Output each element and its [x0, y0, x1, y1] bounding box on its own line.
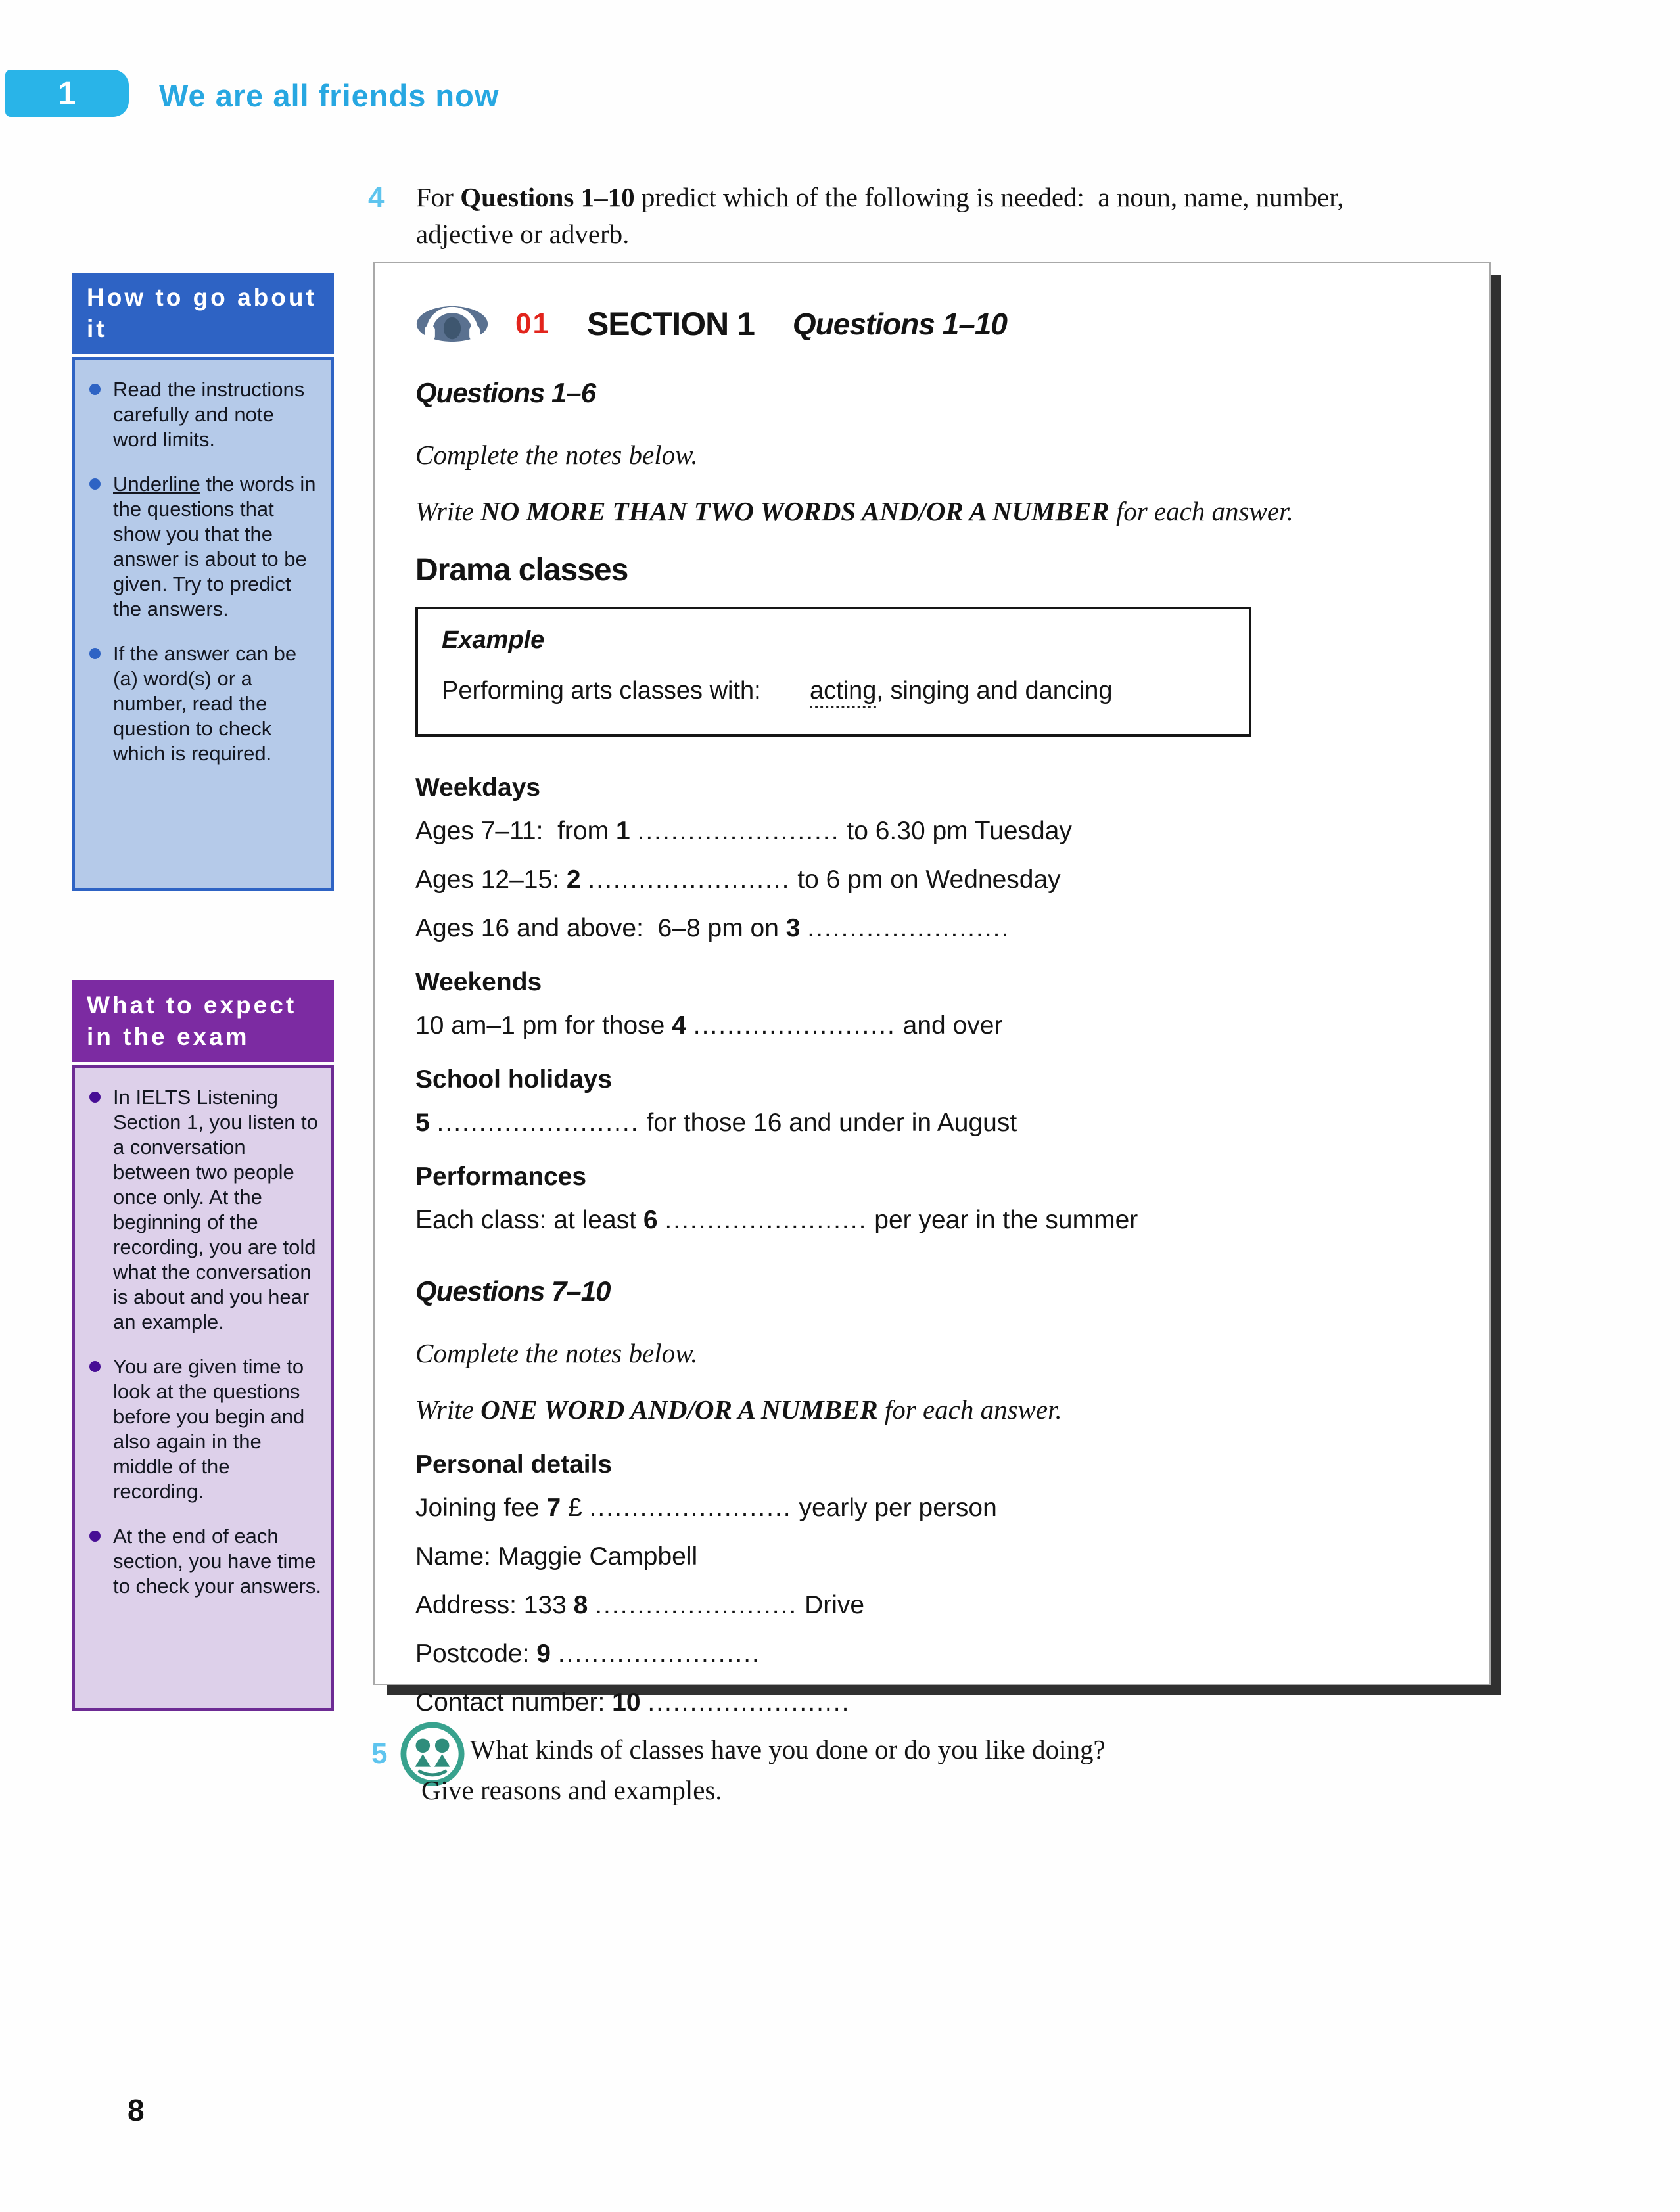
text-segment: For	[416, 182, 461, 212]
expect-bullet-list	[83, 1085, 322, 1599]
text-segment: Joining fee	[415, 1494, 547, 1522]
how-to-box-title: How to go about it	[72, 273, 334, 354]
section-title: SECTION 1	[586, 306, 755, 342]
text-segment	[551, 1640, 558, 1668]
how-to-bullet	[83, 472, 322, 622]
answer-dots: ........................	[436, 1109, 640, 1137]
note-line	[415, 1109, 1450, 1138]
audio-track-number: 01	[515, 308, 550, 340]
how-to-bullet-list	[83, 377, 322, 766]
expect-bullet	[83, 1085, 322, 1335]
text-segment: 1	[615, 817, 630, 845]
expect-box-body	[72, 1065, 334, 1711]
text-segment: At the end of each section, you have time to check your answers.	[113, 1525, 322, 1598]
answer-dots: ........................	[693, 1011, 896, 1040]
text-segment	[641, 1688, 648, 1717]
example-row	[442, 677, 1229, 705]
page-number: 8	[128, 2093, 145, 2127]
text-segment: Contact number:	[415, 1688, 613, 1717]
note-line	[415, 817, 1450, 846]
text-segment: 5	[415, 1109, 430, 1137]
notes-title-drama-classes: Drama classes	[415, 553, 628, 588]
how-to-box-body	[72, 357, 334, 891]
questions-1-6-heading: Questions 1–6	[415, 377, 596, 408]
text-segment: If the answer can be (a) word(s) or a number, read the question to check which is required.	[113, 642, 302, 765]
text-segment: Postcode:	[415, 1640, 537, 1668]
text-segment: £	[561, 1494, 590, 1522]
text-segment	[630, 817, 638, 845]
example-prompt: Performing arts classes with:	[442, 677, 761, 704]
text-segment: Drive	[797, 1591, 865, 1619]
note-group-heading: Performances	[415, 1163, 587, 1191]
answer-dots: ........................	[637, 817, 840, 845]
note-group-heading: Weekdays	[415, 773, 541, 802]
note-line	[415, 1640, 1450, 1669]
text-segment: 10	[612, 1688, 641, 1717]
exercise-4	[368, 179, 1604, 252]
text-segment: and over	[895, 1011, 1003, 1040]
expect-box-title: What to expect in the exam	[72, 980, 334, 1062]
q16-instruction-1: Complete the notes below.	[415, 440, 698, 470]
text-segment	[430, 1109, 437, 1137]
worksheet-panel	[373, 262, 1491, 1717]
answer-dots: ........................	[665, 1206, 868, 1234]
answer-dots: ........................	[595, 1591, 798, 1619]
text-segment	[581, 865, 588, 894]
answer-dots: ........................	[807, 914, 1010, 942]
exercise-4-number: 4	[368, 181, 385, 214]
text-segment: to 6.30 pm Tuesday	[839, 817, 1072, 845]
text-segment: 6	[643, 1206, 658, 1234]
text-segment: Ages 7–11: from	[415, 817, 616, 845]
answer-dots: ........................	[647, 1688, 851, 1717]
note-group-heading: Weekends	[415, 968, 542, 996]
unit-number: 1	[58, 76, 76, 111]
text-segment: Questions 1–10	[460, 182, 635, 212]
exercise-5-instruction: Give reasons and examples.	[421, 1775, 722, 1805]
answer-dots: ........................	[589, 1494, 792, 1522]
how-to-bullet	[83, 377, 322, 452]
exercise-5-question: What kinds of classes have you done or do you like doing?	[470, 1734, 1106, 1764]
note-line	[415, 1688, 1450, 1717]
text-segment	[800, 914, 807, 942]
questions-7-10-heading: Questions 7–10	[415, 1276, 611, 1306]
worksheet-header	[415, 305, 1450, 343]
q710-note-lines	[415, 1494, 1450, 1717]
text-segment: Address: 133	[415, 1591, 574, 1619]
answer-dots: ........................	[588, 865, 791, 894]
section-question-range: Questions 1–10	[792, 307, 1007, 341]
exercise-5-number: 5	[371, 1738, 388, 1770]
text-segment: yearly per person	[791, 1494, 997, 1522]
unit-number-tab	[5, 70, 129, 117]
note-line	[415, 1542, 1450, 1571]
text-segment: for those 16 and under in August	[639, 1109, 1017, 1137]
exercise-4-line	[416, 216, 1604, 252]
text-segment: 7	[546, 1494, 561, 1522]
text-segment: You are given time to look at the questions before you begin and also again in the middle of the recording.	[113, 1355, 310, 1503]
text-segment	[658, 1206, 665, 1234]
text-segment	[588, 1591, 595, 1619]
text-segment: Each class: at least	[415, 1206, 643, 1234]
text-segment: Underline	[113, 472, 200, 495]
text-segment: 8	[573, 1591, 588, 1619]
what-to-expect-box	[72, 980, 334, 1711]
exercise-4-text	[416, 179, 1604, 252]
headphones-icon	[415, 305, 489, 343]
text-segment: 4	[672, 1011, 686, 1040]
expect-bullet	[83, 1524, 322, 1599]
text-segment: the words in the questions that show you that the answer is about to be given. Try to predict the answers.	[113, 472, 322, 620]
text-segment: Ages 16 and above: 6–8 pm on	[415, 914, 786, 942]
note-line	[415, 865, 1450, 894]
text-segment: per year in the summer	[867, 1206, 1138, 1234]
exercise-4-line	[416, 179, 1604, 216]
answer-dots: ........................	[557, 1640, 760, 1668]
note-line	[415, 1591, 1450, 1620]
text-segment: 9	[536, 1640, 551, 1668]
example-box	[415, 607, 1251, 737]
q16-instruction-2: Write NO MORE THAN TWO WORDS AND/OR A NUMBER for each answer.	[415, 496, 1294, 526]
text-segment: Name: Maggie Campbell	[415, 1542, 698, 1571]
how-to-bullet	[83, 641, 322, 766]
text-segment: to 6 pm on Wednesday	[790, 865, 1061, 894]
note-group-heading: School holidays	[415, 1065, 613, 1094]
how-to-go-about-it-box	[72, 273, 334, 891]
text-segment: 2	[566, 865, 581, 894]
note-line	[415, 1011, 1450, 1040]
expect-bullet	[83, 1354, 322, 1504]
note-line	[415, 1206, 1450, 1235]
text-segment: In IELTS Listening Section 1, you listen to a conversation between two people once only. At the beginning of the recording, you are told what the conversation is about and you hear an example.	[113, 1086, 324, 1333]
text-segment: 10 am–1 pm for those	[415, 1011, 672, 1040]
note-line	[415, 914, 1450, 943]
text-segment: Ages 12–15:	[415, 865, 567, 894]
q710-instruction-2: Write ONE WORD AND/OR A NUMBER for each answer.	[415, 1394, 1062, 1425]
text-segment: 3	[785, 914, 801, 942]
text-segment	[686, 1011, 693, 1040]
notes-title-personal-details: Personal details	[415, 1450, 613, 1479]
example-answer: acting, singing and dancing	[810, 677, 1113, 705]
exercise-5	[371, 1720, 1554, 1832]
note-line	[415, 1494, 1450, 1523]
q710-instruction-1: Complete the notes below.	[415, 1338, 698, 1368]
unit-title: We are all friends now	[159, 78, 500, 113]
text-segment: Read the instructions carefully and note word limits.	[113, 378, 310, 451]
example-label: Example	[442, 626, 545, 654]
text-segment: adjective or adverb.	[416, 219, 630, 249]
text-segment: predict which of the following is needed: a noun, name, number,	[634, 182, 1344, 212]
q16-note-groups	[415, 773, 1450, 1235]
